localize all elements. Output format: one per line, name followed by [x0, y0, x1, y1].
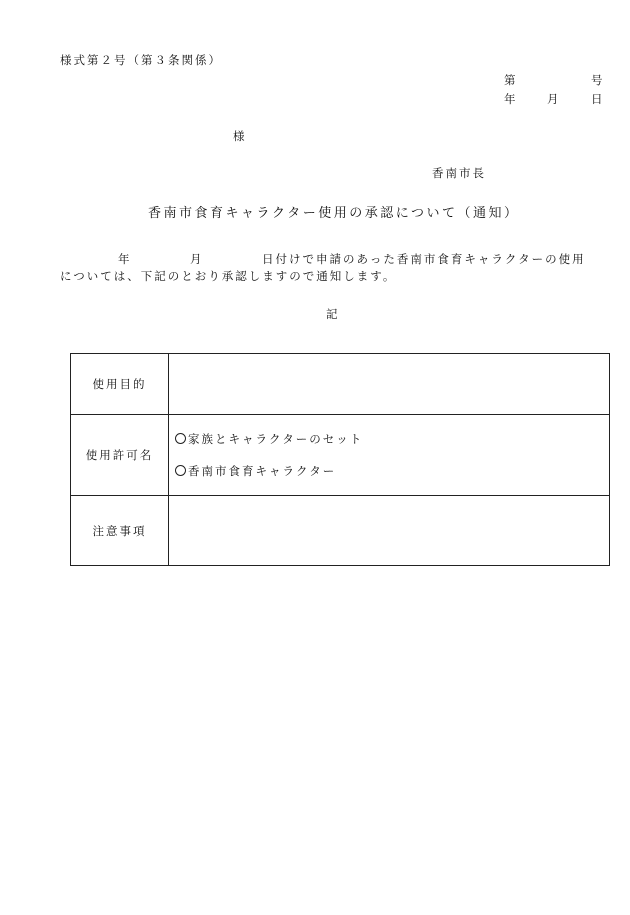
body-text-line-2: については、下記のとおり承認しますので通知します。 — [60, 269, 397, 283]
option-label: 香南市食育キャラクター — [188, 464, 337, 478]
issuer-name: 香南市長 — [432, 166, 486, 180]
body-month-label: 月 — [190, 252, 204, 266]
notes-field[interactable] — [169, 496, 610, 566]
option-character[interactable] — [175, 463, 609, 479]
table-row-purpose — [71, 354, 610, 415]
date-day-label: 日 — [591, 92, 605, 106]
permitted-name-label: 使用許可名 — [71, 415, 169, 496]
purpose-field[interactable] — [169, 354, 610, 415]
permitted-name-options — [169, 415, 610, 496]
purpose-label: 使用目的 — [71, 354, 169, 415]
form-number: 様式第２号（第３条関係） — [60, 53, 222, 67]
option-label: 家族とキャラクターのセット — [188, 432, 364, 446]
date-year-label: 年 — [504, 92, 518, 106]
ki-label: 記 — [326, 307, 340, 321]
date-month-label: 月 — [547, 92, 561, 106]
radio-circle-icon[interactable] — [175, 433, 186, 444]
document-title: 香南市食育キャラクター使用の承認について（通知） — [148, 206, 520, 221]
addressee-honorific: 様 — [233, 129, 247, 143]
detail-table — [70, 353, 610, 566]
table-row-permitted-name — [71, 415, 610, 496]
document-number-suffix: 号 — [591, 73, 605, 87]
notes-label: 注意事項 — [71, 496, 169, 566]
table-row-notes — [71, 496, 610, 566]
body-year-label: 年 — [118, 252, 132, 266]
document-number-label: 第 — [504, 73, 518, 87]
radio-circle-icon[interactable] — [175, 465, 186, 476]
option-family-set[interactable] — [175, 431, 609, 447]
body-text-line-1: 日付けで申請のあった香南市食育キャラクターの使用 — [262, 252, 586, 266]
